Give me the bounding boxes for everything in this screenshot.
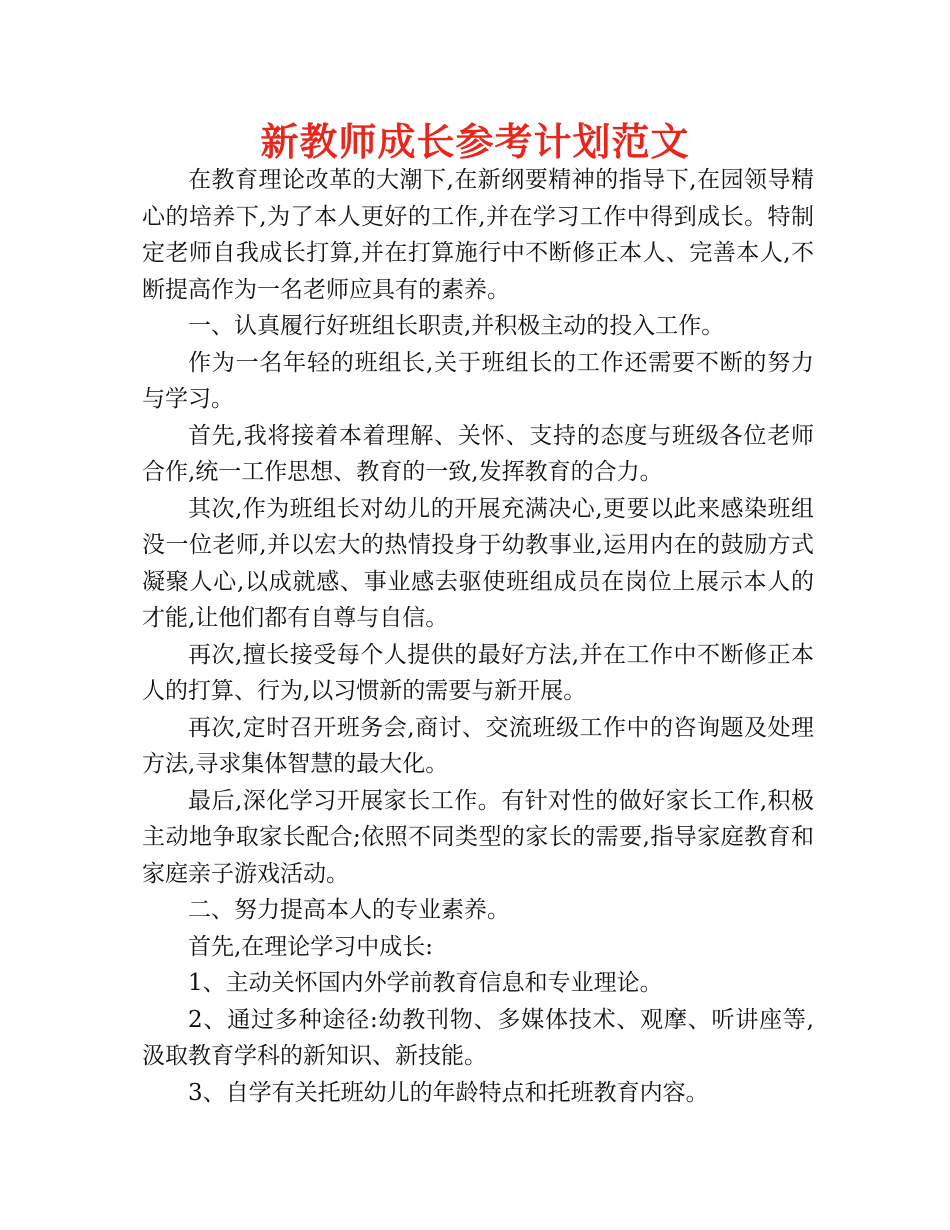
paragraph: 首先,在理论学习中成长:: [188, 933, 434, 960]
list-item: 2、通过多种途径:幼教刊物、多媒体技术、观摩、听讲座等,汲取教育学科的新知识、新技能。: [142, 1006, 814, 1069]
paragraph: 作为一名年轻的班组长,关于班组长的工作还需要不断的努力与学习。: [142, 349, 814, 412]
section-heading: 二、努力提高本人的专业素养。: [188, 897, 510, 923]
paragraph: 再次,定时召开班务会,商讨、交流班级工作中的咨询题及处理方法,寻求集体智慧的最大化。: [142, 714, 814, 777]
document-body: [142, 162, 814, 1111]
paragraph: 在教育理论改革的大潮下,在新纲要精神的指导下,在园领导精心的培养下,为了本人更好的工作,并在学习工作中得到成长。特制定老师自我成长打算,并在打算施行中不断修正本人、完善本人,不断提高作为一名老师应具有的素养。: [142, 167, 814, 303]
document-title: 新教师成长参考计划范文: [260, 120, 690, 164]
paragraph: 首先,我将接着本着理解、关怀、支持的态度与班级各位老师合作,统一工作思想、教育的一致,发挥教育的合力。: [142, 422, 814, 485]
list-item: 3、自学有关托班幼儿的年龄特点和托班教育内容。: [188, 1079, 709, 1106]
paragraph: 最后,深化学习开展家长工作。有针对性的做好家长工作,积极主动地争取家长配合;依照不同类型的家长的需要,指导家庭教育和家庭亲子游戏活动。: [142, 787, 814, 887]
list-item: 1、主动关怀国内外学前教育信息和专业理论。: [188, 970, 663, 996]
paragraph: 再次,擅长接受每个人提供的最好方法,并在工作中不断修正本人的打算、行为,以习惯新的需要与新开展。: [142, 641, 814, 704]
section-heading: 一、认真履行好班组长职责,并积极主动的投入工作。: [188, 313, 725, 339]
paragraph: 其次,作为班组长对幼儿的开展充满决心,更要以此来感染班组没一位老师,并以宏大的热情投身于幼教事业,运用内在的鼓励方式凝聚人心,以成就感、事业感去驱使班组成员在岗位上展示本人的才能,让他们都有自尊与自信。: [142, 495, 814, 631]
